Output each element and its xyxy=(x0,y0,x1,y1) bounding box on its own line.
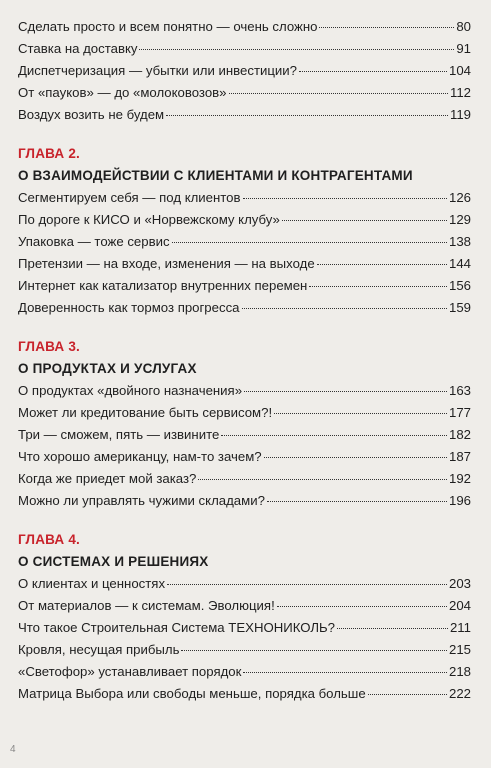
entry-page-number: 144 xyxy=(448,256,471,271)
entry-title: Воздух возить не будем xyxy=(18,107,165,122)
page-folio-number: 4 xyxy=(10,744,16,755)
entry-title: Когда же приедет мой заказ? xyxy=(18,471,197,486)
toc-entry xyxy=(18,404,471,426)
dot-leader xyxy=(198,479,447,480)
dot-leader xyxy=(244,391,447,392)
entry-page-number: 138 xyxy=(448,234,471,249)
toc-entry xyxy=(18,663,471,685)
toc-entry xyxy=(18,233,471,255)
entry-page-number: 129 xyxy=(448,212,471,227)
entry-title: О клиентах и ценностях xyxy=(18,576,166,591)
toc-entry xyxy=(18,641,471,663)
entry-title: О продуктах «двойного назначения» xyxy=(18,383,243,398)
toc-entry xyxy=(18,84,471,106)
chapter-title: О ПРОДУКТАХ И УСЛУГАХ xyxy=(18,361,197,376)
entry-title: Интернет как катализатор внутренних перемен xyxy=(18,278,308,293)
entry-page-number: 156 xyxy=(448,278,471,293)
entry-page-number: 215 xyxy=(448,642,471,657)
toc-entry xyxy=(18,62,471,84)
chapter-label: ГЛАВА 2. xyxy=(18,146,80,161)
dot-leader xyxy=(229,93,448,94)
entry-title: Матрица Выбора или свободы меньше, порядка больше xyxy=(18,686,366,701)
entry-page-number: 80 xyxy=(456,19,471,34)
entry-page-number: 159 xyxy=(448,300,471,315)
dot-leader xyxy=(221,435,447,436)
dot-leader xyxy=(242,308,447,309)
entry-page-number: 177 xyxy=(448,405,471,420)
toc-entry xyxy=(18,382,471,404)
dot-leader xyxy=(274,413,447,414)
entry-title: Сделать просто и всем понятно — очень сложно xyxy=(18,19,318,34)
entry-page-number: 196 xyxy=(448,493,471,508)
entry-page-number: 104 xyxy=(448,63,471,78)
chapter-3-section xyxy=(18,338,471,514)
dot-leader xyxy=(167,584,447,585)
entry-title: Может ли кредитование быть сервисом?! xyxy=(18,405,273,420)
entry-title: Сегментируем себя — под клиентов xyxy=(18,190,241,205)
toc-entry xyxy=(18,597,471,619)
entry-title: Диспетчеризация — убытки или инвестиции? xyxy=(18,63,297,78)
entry-title: От материалов — к системам. Эволюция! xyxy=(18,598,275,613)
dot-leader xyxy=(264,457,447,458)
dot-leader xyxy=(368,694,447,695)
chapter-4-section xyxy=(18,531,471,707)
dot-leader xyxy=(317,264,447,265)
entry-page-number: 192 xyxy=(448,471,471,486)
toc-entry xyxy=(18,255,471,277)
entry-title: По дороге к КИСО и «Норвежскому клубу» xyxy=(18,212,280,227)
dot-leader xyxy=(172,242,447,243)
toc-entry xyxy=(18,448,471,470)
entry-title: Что хорошо американцу, нам-то зачем? xyxy=(18,449,262,464)
toc-entry xyxy=(18,685,471,707)
toc-entry xyxy=(18,299,471,321)
chapter-title: О ВЗАИМОДЕЙСТВИИ С КЛИЕНТАМИ И КОНТРАГЕНТАМИ xyxy=(18,168,413,183)
toc-entry xyxy=(18,189,471,211)
entry-title: Можно ли управлять чужими складами? xyxy=(18,493,265,508)
chapter-label: ГЛАВА 4. xyxy=(18,532,80,547)
entry-title: Кровля, несущая прибыль xyxy=(18,642,180,657)
entry-page-number: 211 xyxy=(449,620,471,635)
dot-leader xyxy=(243,672,447,673)
toc-entry xyxy=(18,40,471,62)
dot-leader xyxy=(282,220,447,221)
entry-page-number: 119 xyxy=(449,107,471,122)
toc-entry xyxy=(18,18,471,40)
dot-leader xyxy=(337,628,448,629)
toc-entry xyxy=(18,619,471,641)
chapter-label: ГЛАВА 3. xyxy=(18,339,80,354)
chapter-title: О СИСТЕМАХ И РЕШЕНИЯХ xyxy=(18,554,209,569)
entry-page-number: 182 xyxy=(448,427,471,442)
entry-title: Доверенность как тормоз прогресса xyxy=(18,300,240,315)
entry-title: Претензии — на входе, изменения — на выходе xyxy=(18,256,315,271)
toc-entry xyxy=(18,492,471,514)
dot-leader xyxy=(267,501,447,502)
toc-entry xyxy=(18,211,471,233)
entry-page-number: 91 xyxy=(456,41,471,56)
table-of-contents xyxy=(18,18,471,707)
toc-entry xyxy=(18,106,471,128)
dot-leader xyxy=(166,115,448,116)
toc-entry xyxy=(18,426,471,448)
entry-page-number: 218 xyxy=(448,664,471,679)
dot-leader xyxy=(309,286,447,287)
entry-title: Упаковка — тоже сервис xyxy=(18,234,170,249)
entry-page-number: 222 xyxy=(448,686,471,701)
entry-page-number: 187 xyxy=(448,449,471,464)
dot-leader xyxy=(277,606,447,607)
dot-leader xyxy=(299,71,447,72)
entry-title: «Светофор» устанавливает порядок xyxy=(18,664,242,679)
entry-title: Ставка на доставку xyxy=(18,41,138,56)
dot-leader xyxy=(319,27,454,28)
entry-page-number: 126 xyxy=(448,190,471,205)
entry-page-number: 163 xyxy=(448,383,471,398)
toc-entry xyxy=(18,470,471,492)
entry-title: Что такое Строительная Система ТЕХНОНИКОЛЬ? xyxy=(18,620,336,635)
dot-leader xyxy=(139,49,454,50)
intro-entries xyxy=(18,18,471,128)
entry-page-number: 203 xyxy=(448,576,471,591)
chapter-2-section xyxy=(18,145,471,321)
entry-title: Три — сможем, пять — извините xyxy=(18,427,220,442)
entry-title: От «пауков» — до «молоковозов» xyxy=(18,85,227,100)
toc-entry xyxy=(18,575,471,597)
entry-page-number: 204 xyxy=(448,598,471,613)
toc-entry xyxy=(18,277,471,299)
entry-page-number: 112 xyxy=(449,85,471,100)
dot-leader xyxy=(243,198,447,199)
dot-leader xyxy=(181,650,447,651)
